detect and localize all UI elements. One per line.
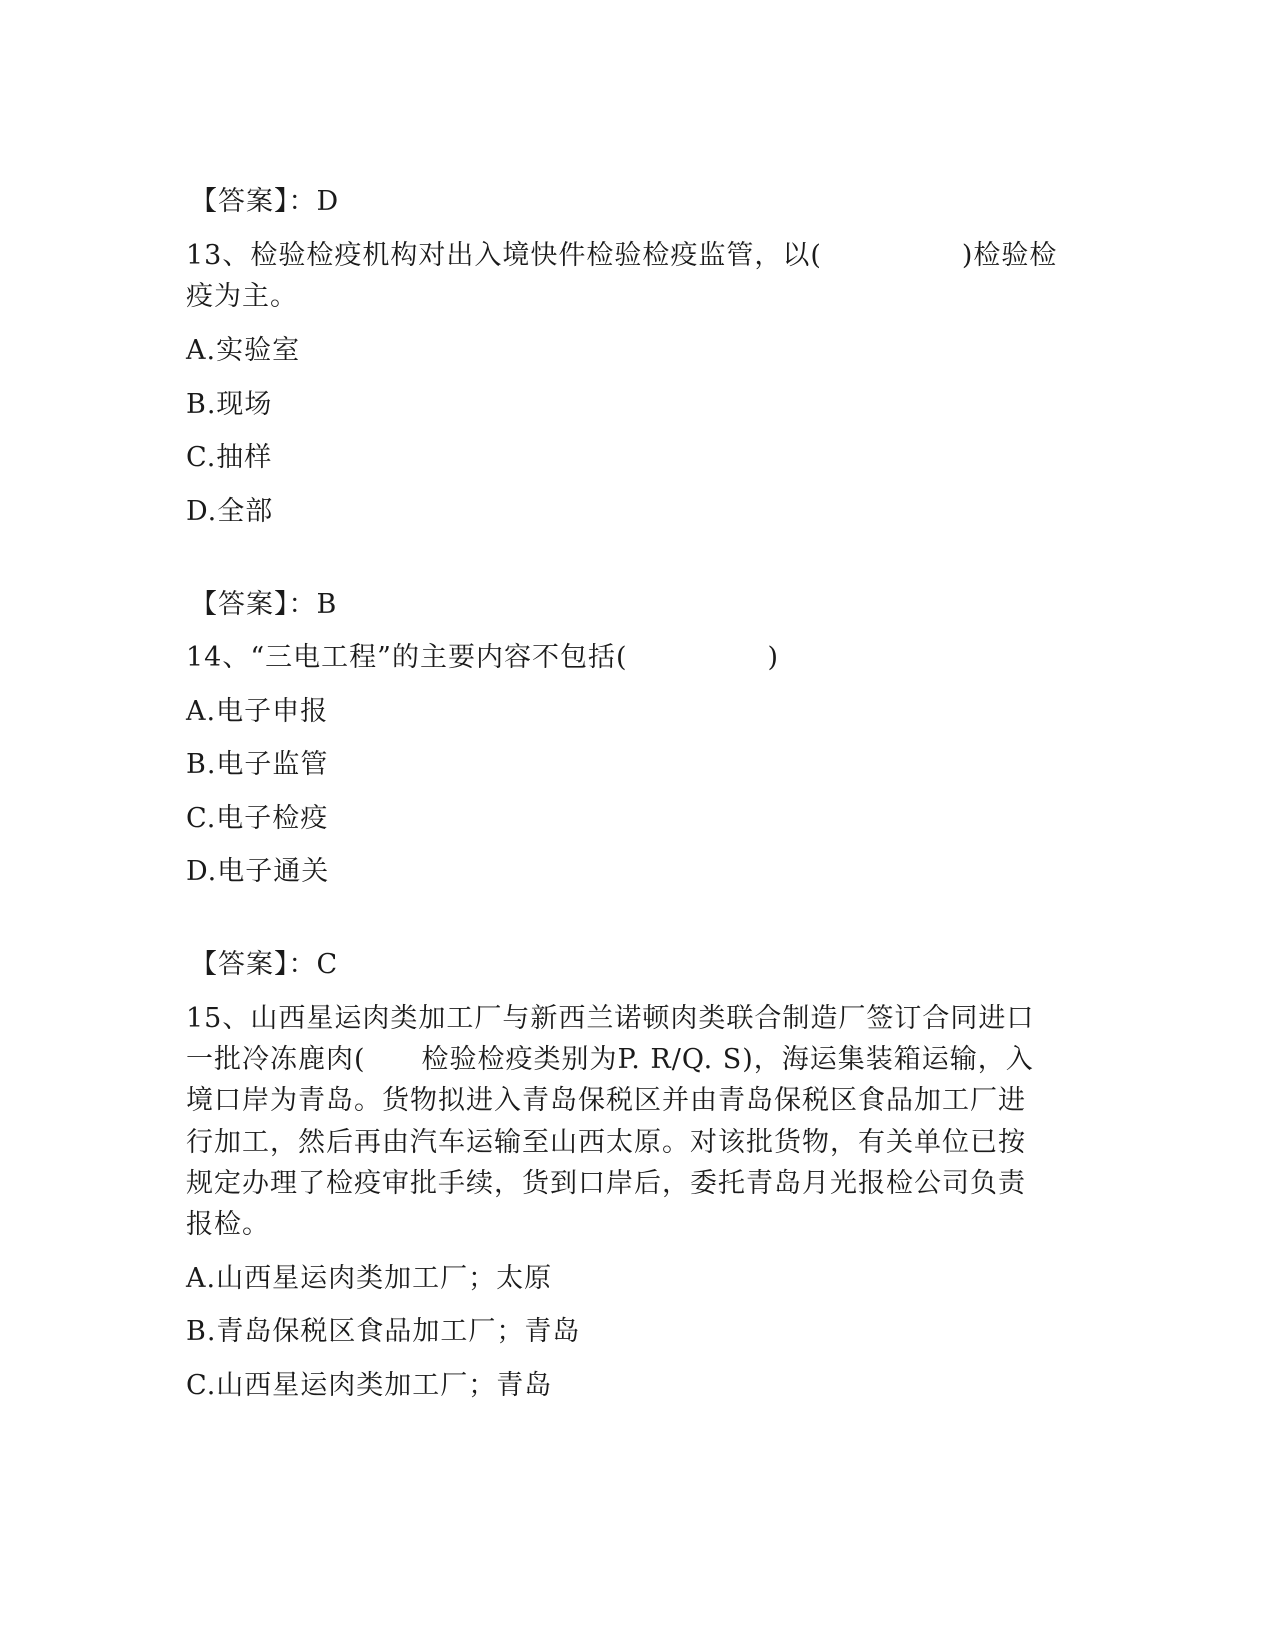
question-13-line-1: 13、检验检疫机构对出入境快件检验检疫监管，以( )检验检	[186, 240, 1058, 271]
question-13-option-c: C.抽样	[186, 442, 273, 473]
question-13-line-2: 疫为主。	[186, 281, 298, 312]
question-15-option-b: B.青岛保税区食品加工厂；青岛	[186, 1316, 581, 1347]
question-13-option-a: A.实验室	[186, 335, 301, 366]
answer-12: 【答案】：D	[190, 186, 340, 217]
question-13-option-b: B.现场	[186, 389, 273, 420]
question-14-option-d: D.电子通关	[186, 856, 330, 887]
answer-14: 【答案】：C	[190, 949, 339, 980]
question-15-line-4: 行加工，然后再由汽车运输至山西太原。对该批货物，有关单位已按	[186, 1127, 1026, 1158]
question-15-line-3: 境口岸为青岛。货物拟进入青岛保税区并由青岛保税区食品加工厂进	[186, 1085, 1026, 1116]
question-15-line-6: 报检。	[186, 1209, 270, 1240]
question-14-option-b: B.电子监管	[186, 749, 329, 780]
question-15-line-2: 一批冷冻鹿肉( 检验检疫类别为P. R/Q. S)，海运集装箱运输，入	[186, 1044, 1034, 1075]
answer-13: 【答案】：B	[190, 589, 338, 620]
question-14-line-1: 14、“三电工程”的主要内容不包括( )	[186, 642, 780, 673]
question-14-option-a: A.电子申报	[186, 696, 329, 727]
question-14-option-c: C.电子检疫	[186, 803, 329, 834]
question-15-line-1: 15、山西星运肉类加工厂与新西兰诺顿肉类联合制造厂签订合同进口	[186, 1003, 1035, 1034]
question-15-option-a: A.山西星运肉类加工厂；太原	[186, 1263, 553, 1294]
question-15-option-c: C.山西星运肉类加工厂；青岛	[186, 1370, 553, 1401]
question-15-line-5: 规定办理了检疫审批手续，货到口岸后，委托青岛月光报检公司负责	[186, 1168, 1026, 1199]
question-13-option-d: D.全部	[186, 496, 274, 527]
